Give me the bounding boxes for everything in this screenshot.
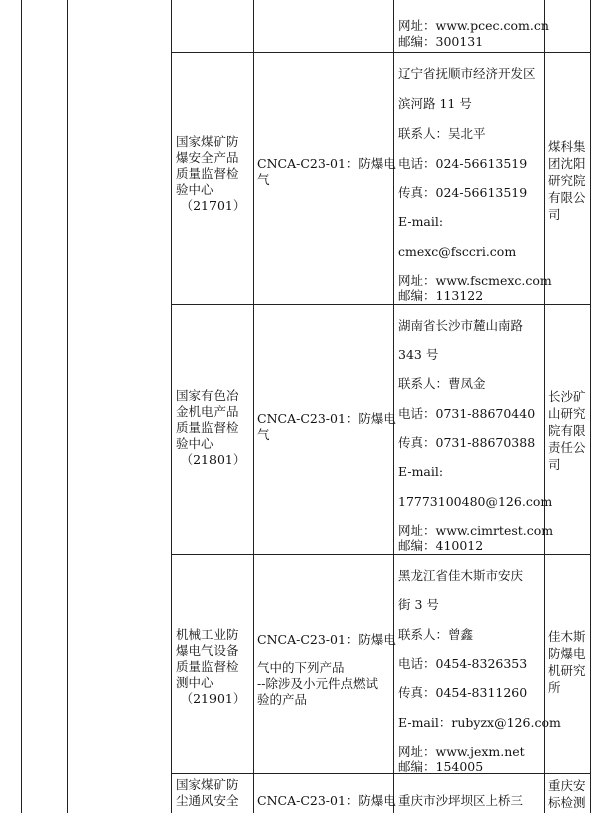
unit-line: 司	[548, 457, 561, 472]
table-row-2-scope	[257, 411, 396, 443]
table-row-3-org	[176, 627, 250, 707]
row-4-address-1: 重庆市沙坪坝区上桥三	[398, 793, 524, 808]
org-line: 尘通风安全	[176, 793, 239, 808]
table-row-2-org	[176, 388, 250, 468]
unit-line: 司	[548, 207, 561, 222]
table-border-right	[590, 0, 591, 813]
table-row-1-scope	[257, 156, 396, 188]
table-row-1-unit	[548, 138, 586, 223]
scope-line: 气	[257, 427, 270, 442]
unit-line: 长沙矿	[548, 389, 586, 404]
scope-line: CNCA-C23-01：防爆电	[257, 632, 396, 647]
row-3-postcode: 邮编：154005	[398, 759, 484, 774]
unit-line: 所	[548, 680, 561, 695]
row-1-fax: 传真：024-56613519	[398, 185, 528, 200]
org-line: 质量监督检	[176, 420, 239, 435]
row-divider-2	[171, 304, 591, 305]
row-2-website: 网址：www.cimrtest.com	[398, 523, 554, 538]
table-row-4-unit	[548, 777, 586, 811]
row-1-contact: 联系人：吴北平	[398, 126, 486, 141]
unit-line: 团沈阳	[548, 156, 586, 171]
row-3-email: E-mail：rubyzx@126.com	[398, 715, 561, 730]
scope-spacer	[257, 648, 396, 660]
scope-line: --除涉及小元件点燃试	[257, 676, 378, 691]
row-2-postcode: 邮编：410012	[398, 538, 484, 553]
row-3-fax: 传真：0454-8311260	[398, 685, 528, 700]
table-row-2-unit	[548, 388, 586, 473]
column-divider-3	[253, 0, 254, 813]
row-3-address-1: 黑龙江省佳木斯市安庆	[398, 568, 524, 583]
table-row-4-scope	[257, 793, 396, 809]
row-3-phone: 电话：0454-8326353	[398, 656, 528, 671]
unit-line: 防爆电	[548, 646, 586, 661]
unit-line: 山研究	[548, 406, 586, 421]
row-3-contact: 联系人：曾鑫	[398, 627, 474, 642]
unit-line: 研究院	[548, 173, 586, 188]
org-line: 质量监督检	[176, 166, 239, 181]
unit-line: 机研究	[548, 663, 586, 678]
org-line: 质量监督检	[176, 659, 239, 674]
unit-line: 标检测	[548, 795, 586, 810]
unit-line: 重庆安	[548, 778, 586, 793]
org-line: 爆安全产品	[176, 150, 239, 165]
org-code: （21801）	[180, 452, 246, 467]
column-divider-2	[171, 0, 172, 813]
table-row-3-scope	[257, 632, 396, 708]
org-line: 验中心	[176, 436, 214, 451]
org-line: 爆电气设备	[176, 643, 239, 658]
row-divider-4	[171, 773, 591, 774]
org-code: （21701）	[180, 198, 246, 213]
row-2-address-1: 湖南省长沙市麓山南路	[398, 318, 524, 333]
unit-line: 佳木斯	[548, 629, 586, 644]
unit-line: 院有限	[548, 423, 586, 438]
scope-line: CNCA-C23-01：防爆电	[257, 411, 396, 426]
org-line: 金机电产品	[176, 404, 239, 419]
row-divider-3	[171, 554, 591, 555]
row-1-email: cmexc@fsccri.com	[398, 244, 517, 259]
unit-line: 煤科集	[548, 139, 586, 154]
row-2-contact: 联系人：曹凤金	[398, 376, 486, 391]
scope-line: 气	[257, 172, 270, 187]
scope-line: CNCA-C23-01：防爆电	[257, 793, 396, 808]
unit-line: 责任公	[548, 440, 586, 455]
table-row-4-org	[176, 777, 250, 809]
org-code: （21901）	[180, 691, 246, 706]
table-row-1-org	[176, 134, 250, 214]
row-2-phone: 电话：0731-88670440	[398, 406, 536, 421]
row-3-address-2: 街 3 号	[398, 597, 439, 612]
row-1-email-label: E-mail:	[398, 214, 444, 229]
row-1-address-1: 辽宁省抚顺市经济开发区	[398, 66, 536, 81]
row-divider-1	[171, 52, 591, 53]
row-1-website: 网址：www.fscmexc.com	[398, 273, 552, 288]
row-2-email-label: E-mail:	[398, 464, 444, 479]
column-divider-5	[544, 0, 545, 813]
org-line: 测中心	[176, 675, 214, 690]
org-line: 国家有色冶	[176, 388, 239, 403]
row-2-fax: 传真：0731-88670388	[398, 435, 536, 450]
org-line: 国家煤矿防	[176, 134, 239, 149]
table-border-left	[21, 0, 22, 813]
column-divider-1	[67, 0, 68, 813]
scope-line: 验的产品	[257, 692, 308, 707]
row-1-address-2: 滨河路 11 号	[398, 96, 472, 111]
top-postcode: 邮编：300131	[398, 34, 484, 49]
table-row-3-unit	[548, 628, 586, 696]
org-line: 国家煤矿防	[176, 777, 239, 792]
row-1-postcode: 邮编：113122	[398, 288, 484, 303]
row-2-address-2: 343 号	[398, 347, 439, 362]
scope-line: 气中的下列产品	[257, 660, 345, 675]
row-1-phone: 电话：024-56613519	[398, 156, 528, 171]
org-line: 机械工业防	[176, 627, 239, 642]
unit-line: 有限公	[548, 190, 586, 205]
row-2-email: 17773100480@126.com	[398, 494, 553, 509]
org-line: 验中心	[176, 182, 214, 197]
top-website: 网址：www.pcec.com.cn	[398, 18, 549, 33]
row-3-website: 网址：www.jexm.net	[398, 744, 525, 759]
scope-line: CNCA-C23-01：防爆电	[257, 156, 396, 171]
